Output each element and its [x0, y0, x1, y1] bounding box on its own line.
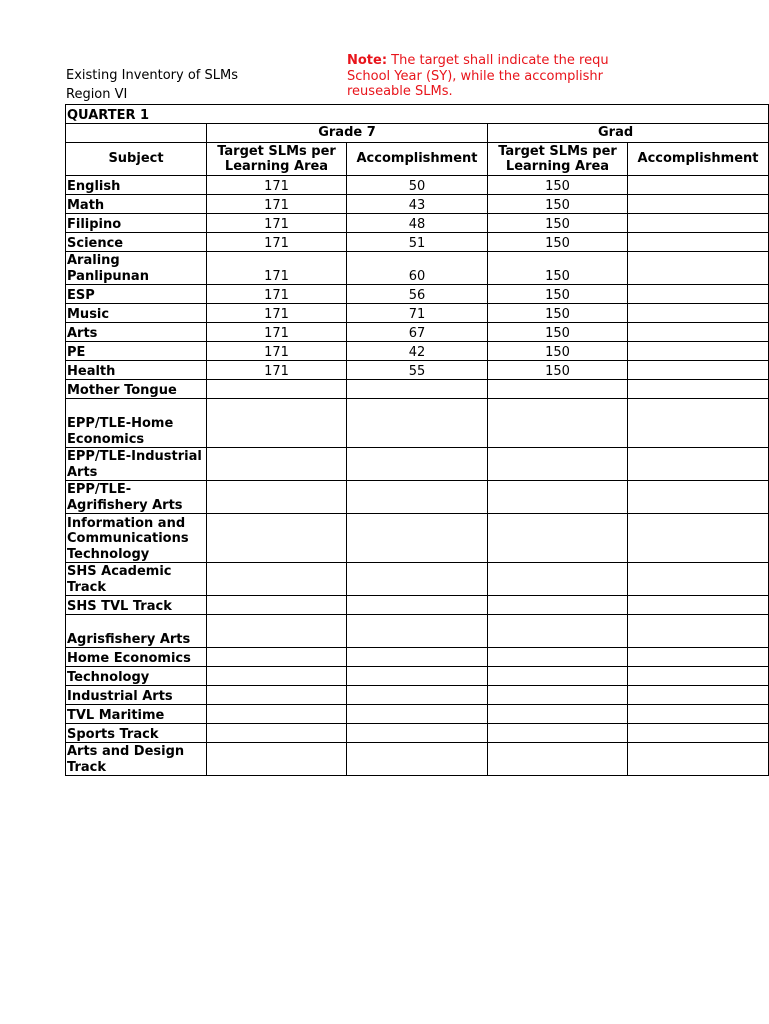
accomplishment-header-grade-8: Accomplishment — [628, 143, 769, 176]
target-grade-7-cell: 171 — [207, 233, 347, 252]
accomplishment-grade-7-cell — [347, 563, 488, 596]
table-row — [66, 563, 769, 596]
table-row — [66, 705, 769, 724]
target-grade-8-cell: 150 — [488, 214, 628, 233]
target-grade-7-cell — [207, 724, 347, 743]
subject-cell: Mother Tongue — [66, 380, 207, 399]
accomplishment-grade-7-cell: 55 — [347, 361, 488, 380]
table-row — [66, 481, 769, 514]
target-header-grade-8: Target SLMs per Learning Area — [488, 143, 628, 176]
subject-cell: Math — [66, 195, 207, 214]
accomplishment-grade-7-cell — [347, 648, 488, 667]
accomplishment-grade-7-cell — [347, 705, 488, 724]
target-grade-7-cell — [207, 596, 347, 615]
subject-cell: English — [66, 176, 207, 195]
accomplishment-header-grade-7: Accomplishment — [347, 143, 488, 176]
target-grade-8-cell: 150 — [488, 195, 628, 214]
target-grade-8-cell — [488, 481, 628, 514]
table-row — [66, 176, 769, 195]
accomplishment-grade-8-cell — [628, 743, 769, 776]
target-grade-7-cell — [207, 667, 347, 686]
target-grade-7-cell — [207, 399, 347, 448]
target-grade-8-cell — [488, 686, 628, 705]
accomplishment-grade-8-cell — [628, 342, 769, 361]
accomplishment-grade-8-cell — [628, 448, 769, 481]
accomplishment-grade-7-cell — [347, 724, 488, 743]
subject-cell: PE — [66, 342, 207, 361]
column-header-row — [66, 143, 769, 176]
subject-cell: ESP — [66, 285, 207, 304]
target-grade-7-cell: 171 — [207, 176, 347, 195]
table-row — [66, 615, 769, 648]
accomplishment-grade-7-cell — [347, 743, 488, 776]
subject-cell: Information and Communications Technology — [66, 514, 207, 563]
target-grade-7-cell: 171 — [207, 323, 347, 342]
accomplishment-grade-7-cell: 67 — [347, 323, 488, 342]
target-grade-8-cell — [488, 667, 628, 686]
accomplishment-grade-7-cell — [347, 380, 488, 399]
accomplishment-grade-7-cell: 51 — [347, 233, 488, 252]
subject-cell: EPP/TLE-Agrifishery Arts — [66, 481, 207, 514]
subject-cell: Sports Track — [66, 724, 207, 743]
target-grade-8-cell: 150 — [488, 252, 628, 285]
target-grade-8-cell: 150 — [488, 323, 628, 342]
target-grade-7-cell — [207, 481, 347, 514]
table-row — [66, 648, 769, 667]
table-row — [66, 667, 769, 686]
target-grade-7-cell: 171 — [207, 214, 347, 233]
quarter-label: QUARTER 1 — [66, 105, 769, 124]
accomplishment-grade-8-cell — [628, 514, 769, 563]
accomplishment-grade-7-cell — [347, 481, 488, 514]
accomplishment-grade-8-cell — [628, 686, 769, 705]
grade-7-header: Grade 7 — [207, 124, 488, 143]
subject-header: Subject — [66, 143, 207, 176]
target-grade-7-cell: 171 — [207, 361, 347, 380]
accomplishment-grade-7-cell: 43 — [347, 195, 488, 214]
target-grade-7-cell: 171 — [207, 285, 347, 304]
target-grade-8-cell — [488, 448, 628, 481]
note-line-1: The target shall indicate the requ — [387, 53, 609, 68]
inventory-sheet — [65, 104, 759, 776]
target-grade-7-cell — [207, 380, 347, 399]
subject-cell: Arts and Design Track — [66, 743, 207, 776]
target-grade-8-cell: 150 — [488, 285, 628, 304]
subject-cell: Filipino — [66, 214, 207, 233]
subject-cell: Music — [66, 304, 207, 323]
note-line-3: reuseable SLMs. — [347, 84, 453, 99]
note-line-2: School Year (SY), while the accomplishr — [347, 68, 603, 84]
accomplishment-grade-8-cell — [628, 195, 769, 214]
table-row — [66, 252, 769, 285]
accomplishment-grade-8-cell — [628, 252, 769, 285]
target-grade-7-cell — [207, 743, 347, 776]
target-grade-8-cell: 150 — [488, 342, 628, 361]
accomplishment-grade-8-cell — [628, 214, 769, 233]
target-grade-7-cell — [207, 514, 347, 563]
accomplishment-grade-7-cell: 42 — [347, 342, 488, 361]
subject-cell: EPP/TLE-Industrial Arts — [66, 448, 207, 481]
subject-cell: Home Economics — [66, 648, 207, 667]
table-row — [66, 448, 769, 481]
grade-header-row — [66, 124, 769, 143]
table-row — [66, 743, 769, 776]
accomplishment-grade-8-cell — [628, 323, 769, 342]
table-row — [66, 399, 769, 448]
note-text — [347, 53, 627, 103]
accomplishment-grade-8-cell — [628, 176, 769, 195]
accomplishment-grade-8-cell — [628, 648, 769, 667]
table-row — [66, 380, 769, 399]
table-row — [66, 724, 769, 743]
subject-cell: Technology — [66, 667, 207, 686]
table-row — [66, 596, 769, 615]
target-grade-8-cell — [488, 724, 628, 743]
inventory-table — [65, 104, 769, 776]
note-label: Note: — [347, 53, 388, 68]
target-grade-8-cell: 150 — [488, 304, 628, 323]
subject-cell: EPP/TLE-Home Economics — [66, 399, 207, 448]
accomplishment-grade-8-cell — [628, 380, 769, 399]
accomplishment-grade-8-cell — [628, 361, 769, 380]
accomplishment-grade-8-cell — [628, 233, 769, 252]
target-grade-7-cell: 171 — [207, 342, 347, 361]
table-row — [66, 686, 769, 705]
accomplishment-grade-7-cell — [347, 615, 488, 648]
document-title: Existing Inventory of SLMs — [66, 68, 238, 83]
target-grade-8-cell: 150 — [488, 176, 628, 195]
target-grade-8-cell — [488, 596, 628, 615]
accomplishment-grade-8-cell — [628, 615, 769, 648]
target-grade-8-cell — [488, 399, 628, 448]
accomplishment-grade-7-cell — [347, 667, 488, 686]
target-header-grade-7: Target SLMs per Learning Area — [207, 143, 347, 176]
accomplishment-grade-8-cell — [628, 724, 769, 743]
accomplishment-grade-7-cell — [347, 399, 488, 448]
table-row — [66, 304, 769, 323]
accomplishment-grade-7-cell: 60 — [347, 252, 488, 285]
subject-cell: Health — [66, 361, 207, 380]
subject-cell: TVL Maritime — [66, 705, 207, 724]
grade-8-header: Grad — [488, 124, 769, 143]
target-grade-7-cell: 171 — [207, 252, 347, 285]
target-grade-7-cell — [207, 615, 347, 648]
table-row — [66, 514, 769, 563]
target-grade-7-cell: 171 — [207, 304, 347, 323]
accomplishment-grade-8-cell — [628, 481, 769, 514]
table-row — [66, 361, 769, 380]
accomplishment-grade-7-cell — [347, 596, 488, 615]
accomplishment-grade-7-cell: 50 — [347, 176, 488, 195]
subject-cell: Science — [66, 233, 207, 252]
accomplishment-grade-7-cell: 56 — [347, 285, 488, 304]
target-grade-7-cell — [207, 705, 347, 724]
target-grade-8-cell — [488, 743, 628, 776]
accomplishment-grade-8-cell — [628, 596, 769, 615]
target-grade-8-cell: 150 — [488, 361, 628, 380]
target-grade-8-cell — [488, 380, 628, 399]
accomplishment-grade-8-cell — [628, 304, 769, 323]
target-grade-7-cell: 171 — [207, 195, 347, 214]
table-row — [66, 285, 769, 304]
table-row — [66, 323, 769, 342]
quarter-row — [66, 105, 769, 124]
accomplishment-grade-8-cell — [628, 285, 769, 304]
table-row — [66, 342, 769, 361]
target-grade-7-cell — [207, 448, 347, 481]
target-grade-8-cell — [488, 705, 628, 724]
grade-header-blank — [66, 124, 207, 143]
accomplishment-grade-7-cell — [347, 448, 488, 481]
accomplishment-grade-8-cell — [628, 399, 769, 448]
table-row — [66, 233, 769, 252]
accomplishment-grade-8-cell — [628, 563, 769, 596]
region-label: Region VI — [66, 87, 128, 102]
target-grade-8-cell — [488, 615, 628, 648]
accomplishment-grade-8-cell — [628, 705, 769, 724]
subject-cell: Industrial Arts — [66, 686, 207, 705]
subject-cell: Arts — [66, 323, 207, 342]
accomplishment-grade-8-cell — [628, 667, 769, 686]
table-row — [66, 195, 769, 214]
table-row — [66, 214, 769, 233]
accomplishment-grade-7-cell — [347, 514, 488, 563]
accomplishment-grade-7-cell: 48 — [347, 214, 488, 233]
target-grade-8-cell — [488, 514, 628, 563]
target-grade-7-cell — [207, 563, 347, 596]
subject-cell: Araling Panlipunan — [66, 252, 207, 285]
accomplishment-grade-7-cell — [347, 686, 488, 705]
accomplishment-grade-7-cell: 71 — [347, 304, 488, 323]
target-grade-7-cell — [207, 648, 347, 667]
subject-cell: Agrisfishery Arts — [66, 615, 207, 648]
target-grade-7-cell — [207, 686, 347, 705]
target-grade-8-cell: 150 — [488, 233, 628, 252]
target-grade-8-cell — [488, 563, 628, 596]
subject-cell: SHS TVL Track — [66, 596, 207, 615]
subject-cell: SHS Academic Track — [66, 563, 207, 596]
target-grade-8-cell — [488, 648, 628, 667]
